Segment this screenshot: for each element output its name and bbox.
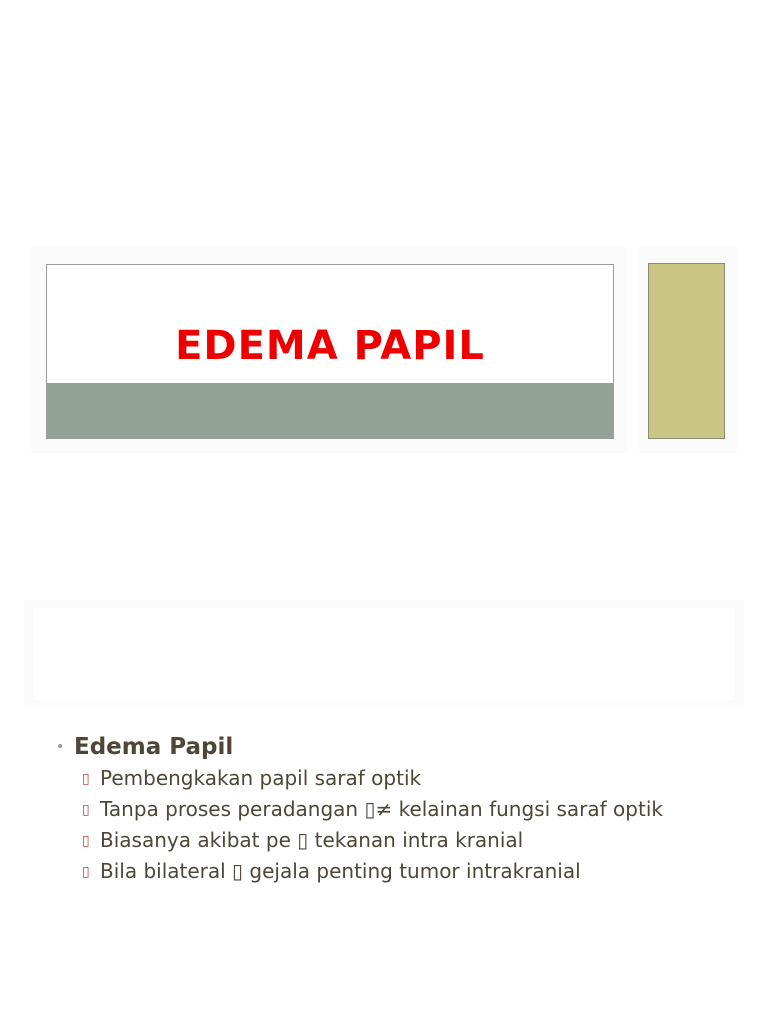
main-bullet-text: Edema Papil	[74, 734, 234, 760]
list-item-text: Tanpa proses peradangan ▯≠ kelainan fungsi saraf optik	[100, 797, 663, 821]
content-title-placeholder	[34, 608, 734, 700]
sub-bullet-list	[56, 766, 756, 890]
content-body	[56, 734, 756, 890]
sub-bullet-icon: ▯	[82, 864, 90, 880]
list-item	[82, 797, 756, 828]
slide-title: EDEMA PAPIL	[175, 323, 485, 369]
list-item-text: Bila bilateral ▯ gejala penting tumor intrakranial	[100, 859, 581, 883]
list-item	[82, 828, 756, 859]
sub-bullet-icon: ▯	[82, 802, 90, 818]
bullet-dot-icon: •	[56, 739, 65, 755]
list-item-text: Biasanya akibat pe ▯ tekanan intra kranial	[100, 828, 524, 852]
main-bullet	[56, 734, 756, 760]
sub-bullet-icon: ▯	[82, 771, 90, 787]
list-item	[82, 859, 756, 890]
title-band	[47, 383, 613, 438]
list-item	[82, 766, 756, 797]
accent-block	[648, 263, 725, 439]
title-slide-box	[46, 264, 614, 439]
list-item-text: Pembengkakan papil saraf optik	[100, 766, 422, 790]
sub-bullet-icon: ▯	[82, 833, 90, 849]
